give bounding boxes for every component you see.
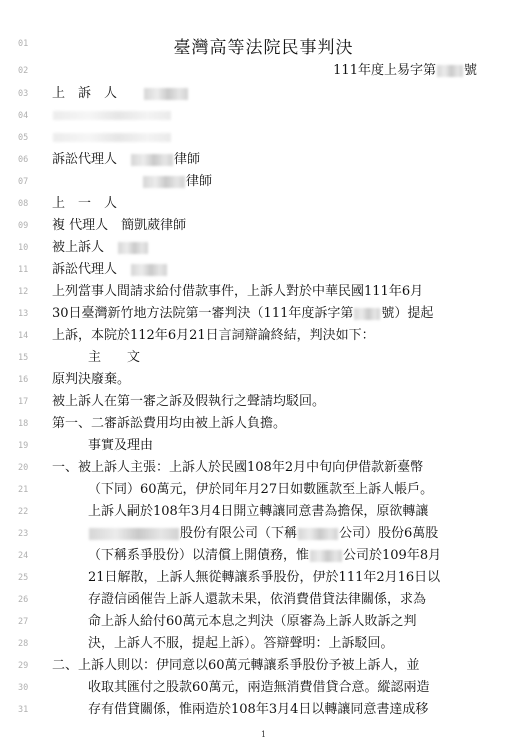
line-03: [0, 83, 527, 105]
line-number: 23: [18, 529, 29, 539]
text-segment: 30日臺灣新竹地方法院第一審判決（111年度訴字第: [52, 306, 354, 321]
section-heading-facts: 事實及理由: [88, 438, 154, 453]
line-30: [0, 677, 527, 699]
agent-row: [52, 149, 497, 171]
line-02: [0, 60, 527, 82]
line-26: [0, 589, 527, 611]
redaction-block: [89, 528, 179, 540]
line-number: 10: [18, 243, 29, 253]
line-number: 14: [18, 331, 29, 341]
body-text: 一、被上訴人主張：上訴人於民國108年2月中旬向伊借款新臺幣: [52, 460, 424, 475]
body-text: （下同）60萬元，伊於同年月27日如數匯款至上訴人帳戶。: [88, 482, 434, 497]
appellee-label: 被上訴人: [52, 240, 105, 255]
line-27: [0, 611, 527, 633]
body-text: 存證信函催告上訴人還款未果，依消費借貸法律關係，求為: [88, 592, 427, 607]
line-08: [0, 193, 527, 215]
body-text: 收取其匯付之股款60萬元，兩造無消費借貸合意。縱認兩造: [88, 680, 430, 695]
case-number-suffix: 號: [463, 63, 477, 78]
line-number: 03: [18, 89, 29, 99]
text-segment: 公司）股份6萬股: [339, 526, 439, 541]
line-16: [0, 369, 527, 391]
redaction-block: [131, 264, 167, 276]
line-number: 31: [18, 705, 29, 715]
line-15: [0, 347, 527, 369]
line-01: [0, 33, 527, 55]
redaction-block: [118, 242, 148, 254]
agent-label: 訴訟代理人: [52, 152, 118, 167]
body-text: 被上訴人在第一審之訴及假執行之聲請均駁回。: [52, 394, 326, 409]
line-18: [0, 413, 527, 435]
line-number: 04: [18, 111, 29, 121]
line-20: [0, 457, 527, 479]
redaction-block: [298, 528, 338, 540]
line-number: 13: [18, 309, 29, 319]
case-number-prefix: 111年度上易字第: [333, 63, 436, 78]
line-14: [0, 325, 527, 347]
line-number: 08: [18, 199, 29, 209]
line-number: 26: [18, 595, 29, 605]
line-number: 27: [18, 617, 29, 627]
line-number: 24: [18, 551, 29, 561]
body-text: 上列當事人間請求給付借款事件，上訴人對於中華民國111年6月: [52, 284, 424, 299]
text-segment: 股份有限公司（下稱: [180, 526, 298, 541]
redaction-block: [131, 154, 173, 166]
line-number: 05: [18, 133, 29, 143]
same-label: 上 一 人: [52, 196, 118, 211]
body-text: 上訴，本院於112年6月21日言詞辯論終結，判決如下：: [52, 328, 375, 343]
line-number: 01: [18, 39, 29, 49]
line-23: [0, 523, 527, 545]
line-09: [0, 215, 527, 237]
line-number: 17: [18, 397, 29, 407]
line-19: [0, 435, 527, 457]
appellant-label: 上 訴 人: [52, 86, 118, 101]
body-text: 命上訴人給付60萬元本息之判決（原審為上訴人敗訴之判: [88, 614, 417, 629]
line-11: [0, 259, 527, 281]
redacted-address: [52, 105, 497, 127]
body-text: [52, 303, 497, 325]
line-number: 25: [18, 573, 29, 583]
line-17: [0, 391, 527, 413]
redaction-block: [143, 176, 185, 188]
line-number: 09: [18, 221, 29, 231]
text-segment: 號）提起: [381, 306, 434, 321]
redacted-address: [52, 127, 497, 149]
line-12: [0, 281, 527, 303]
sub-agent-row: [52, 215, 497, 237]
case-number: [333, 60, 477, 82]
body-text: 原判決廢棄。: [52, 372, 131, 387]
line-06: [0, 149, 527, 171]
sub-agent-label: 複 代理人: [52, 218, 109, 233]
line-21: [0, 479, 527, 501]
line-number: 16: [18, 375, 29, 385]
line-number: 02: [18, 66, 29, 76]
appellee-row: [52, 237, 497, 259]
line-31: [0, 699, 527, 721]
line-04: [0, 105, 527, 127]
line-10: [0, 237, 527, 259]
body-text: 21日解散，上訴人無從轉讓系爭股份，伊於111年2月16日以: [88, 570, 441, 585]
lawyer-suffix: 律師: [186, 174, 213, 189]
body-text: [88, 523, 497, 545]
redaction-block: [53, 133, 171, 142]
page-title: 臺灣高等法院民事判決: [173, 38, 354, 58]
appellee-agent-row: [52, 259, 497, 281]
line-number: 20: [18, 463, 29, 473]
body-text: 第一、二審訴訟費用均由被上訴人負擔。: [52, 416, 287, 431]
body-text: 存有借貸關係，惟兩造於108年3月4日以轉讓同意書達成移: [88, 702, 429, 717]
agent-row-2: [142, 171, 497, 193]
line-24: [0, 545, 527, 567]
redaction-block: [437, 65, 463, 77]
line-number: 30: [18, 683, 29, 693]
line-25: [0, 567, 527, 589]
text-segment: （下稱系爭股份）以清償上開債務，惟: [88, 548, 310, 563]
redaction-block: [53, 111, 171, 120]
line-number: 22: [18, 507, 29, 517]
body-text: 決，上訴人不服，提起上訴）。答辯聲明：上訴駁回。: [88, 636, 394, 651]
line-13: [0, 303, 527, 325]
line-28: [0, 633, 527, 655]
page-number: 1: [260, 730, 267, 739]
body-text: [88, 545, 497, 567]
line-22: [0, 501, 527, 523]
line-number: 12: [18, 287, 29, 297]
line-number: 29: [18, 661, 29, 671]
line-number: 15: [18, 353, 29, 363]
text-segment: 公司於109年8月: [343, 548, 442, 563]
redaction-block: [310, 550, 342, 562]
line-number: 07: [18, 177, 29, 187]
line-29: [0, 655, 527, 677]
line-number: 28: [18, 639, 29, 649]
body-text: 二、上訴人則以：伊同意以60萬元轉讓系爭股份予被上訴人，並: [52, 658, 420, 673]
redaction-block: [144, 88, 188, 100]
appellee-agent-label: 訴訟代理人: [52, 262, 118, 277]
line-number: 21: [18, 485, 29, 495]
line-number: 11: [18, 265, 29, 275]
body-text: 上訴人嗣於108年3月4日開立轉讓同意書為擔保，原欲轉讓: [88, 504, 429, 519]
line-05: [0, 127, 527, 149]
section-heading-main: 主 文: [88, 350, 141, 365]
sub-agent-name: 簡凱葳律師: [121, 218, 187, 233]
appellant-row: [52, 83, 497, 105]
line-number: 06: [18, 155, 29, 165]
redaction-block: [354, 308, 380, 320]
line-number: 19: [18, 441, 29, 451]
line-07: [0, 171, 527, 193]
lawyer-suffix: 律師: [174, 152, 201, 167]
line-number: 18: [18, 419, 29, 429]
